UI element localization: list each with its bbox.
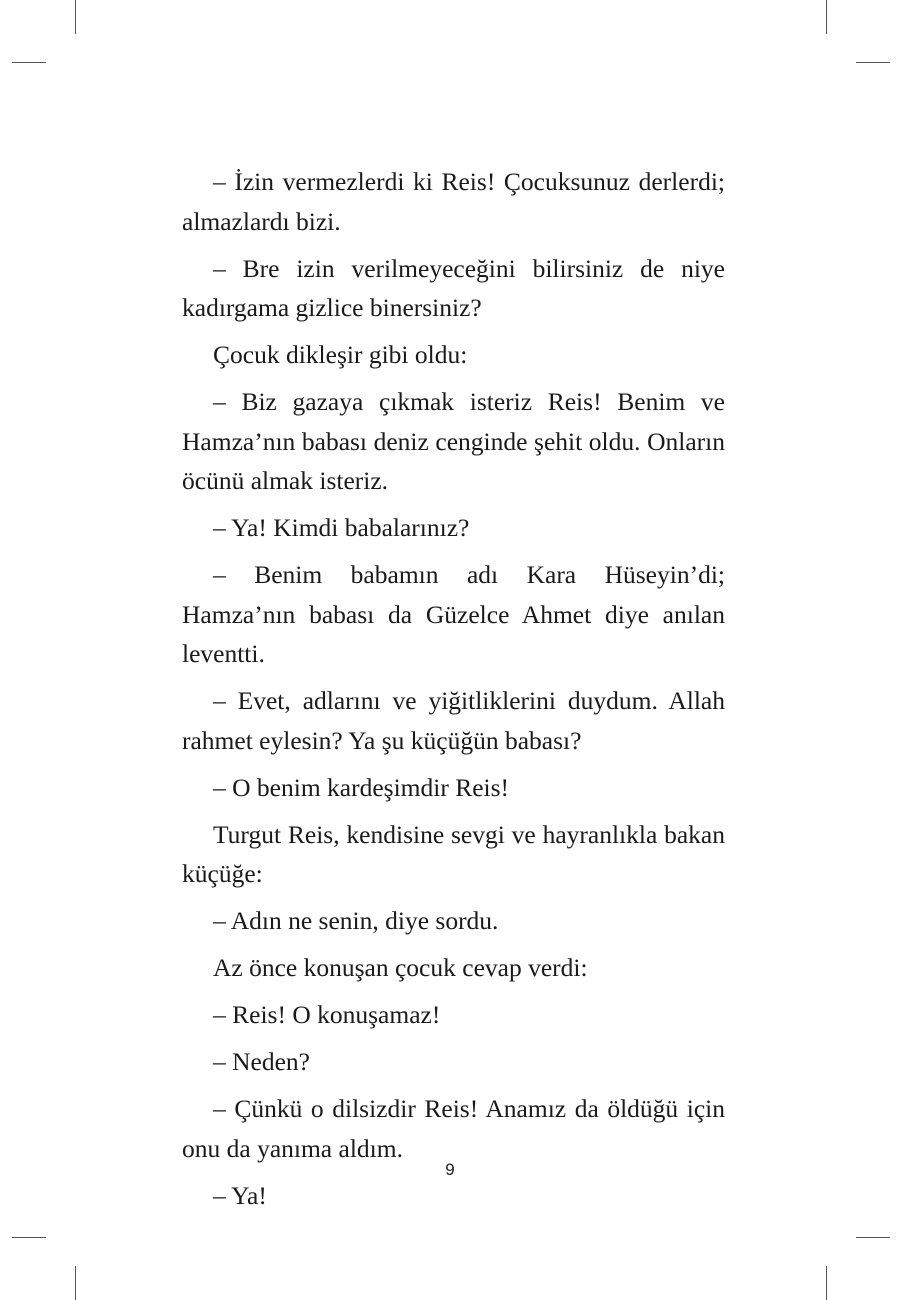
paragraph: Turgut Reis, kendisine sevgi ve hayranlıkla bakan küçüğe: xyxy=(182,819,725,888)
paragraph: – Neden? xyxy=(213,1047,310,1076)
body-text xyxy=(182,162,725,1223)
paragraph: – Bre izin verilmeyeceğini bilirsiniz de niye kadırgama gizlice binersiniz? xyxy=(182,253,725,322)
paragraph: – Ya! Kimdi babalarınız? xyxy=(213,513,470,542)
crop-mark-top-right-horizontal xyxy=(856,62,890,63)
paragraph: – Reis! O konuşamaz! xyxy=(213,1000,441,1029)
crop-mark-bottom-right-horizontal xyxy=(856,1237,890,1238)
paragraph: – Adın ne senin, diye sordu. xyxy=(213,906,499,935)
crop-mark-top-left-vertical xyxy=(75,0,76,34)
paragraph: – Benim babamın adı Kara Hüseyin’di; Hamza’nın babası da Güzelce Ahmet diye anılan leventti. xyxy=(182,560,725,668)
crop-mark-bottom-right-vertical xyxy=(826,1266,827,1300)
paragraph: – Çünkü o dilsizdir Reis! Anamız da öldüğü için onu da yanıma aldım. xyxy=(182,1094,725,1163)
paragraph: – O benim kardeşimdir Reis! xyxy=(213,772,510,802)
paragraph: – İzin vermezlerdi ki Reis! Çocuksunuz derlerdi; almazlardı bizi. xyxy=(182,167,725,236)
crop-mark-top-right-vertical xyxy=(826,0,827,34)
crop-mark-top-left-horizontal xyxy=(12,62,46,63)
paragraph: Çocuk dikleşir gibi oldu: xyxy=(213,340,468,369)
crop-mark-bottom-left-vertical xyxy=(75,1266,76,1300)
crop-mark-bottom-left-horizontal xyxy=(12,1237,46,1238)
page-number: 9 xyxy=(445,1160,455,1179)
paragraph: – Ya! xyxy=(213,1180,267,1210)
paragraph: – Evet, adlarını ve yiğitliklerini duydum. Allah rahmet eylesin? Ya şu küçüğün babası? xyxy=(182,686,725,755)
paragraph: Az önce konuşan çocuk cevap verdi: xyxy=(213,953,588,982)
paragraph: – Biz gazaya çıkmak isteriz Reis! Benim ve Hamza’nın babası deniz cenginde şehit oldu. Onların öcünü almak isteriz. xyxy=(182,387,725,495)
